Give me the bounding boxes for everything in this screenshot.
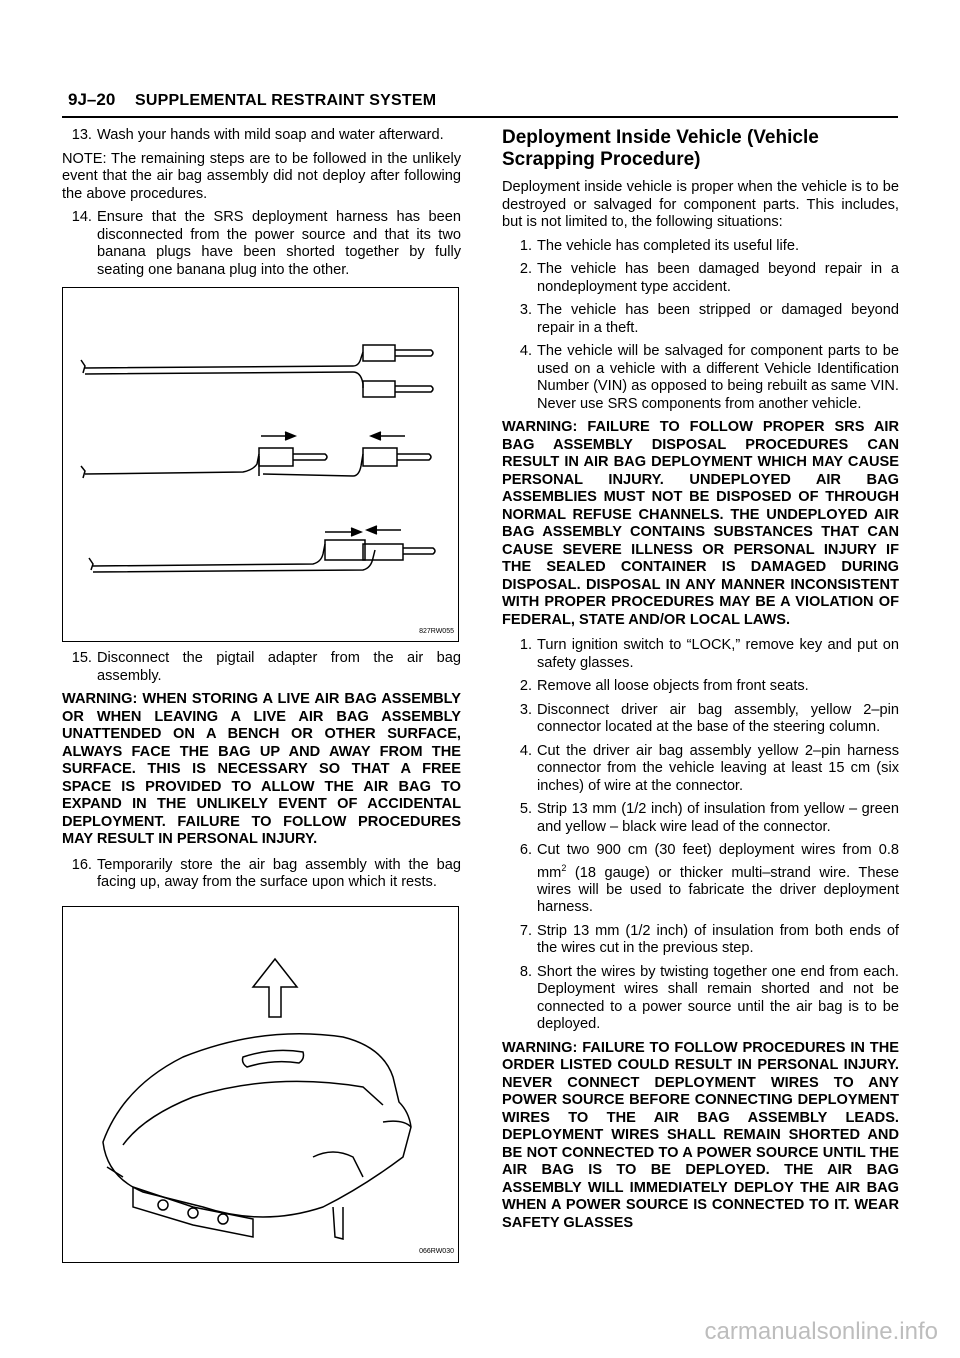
procedure-step: 7. Strip 13 mm (1/2 inch) of insulation from both ends of the wires cut in the previous step. [519,922,899,957]
procedure-step: 4. Cut the driver air bag assembly yellow 2–pin harness connector from the vehicle leaving at least 15 cm (six inches) of wire at the connector. [519,742,899,794]
banana-plug-diagram [63,288,458,641]
procedure-step: 1. Turn ignition switch to “LOCK,” remove key and put on safety glasses. [519,637,899,671]
page-number: 9J–20 [68,90,116,109]
figure-code: 827RW055 [419,627,454,635]
procedure-step: 3. Disconnect driver air bag assembly, yellow 2–pin connector located at the base of the steering column. [519,701,899,735]
storage-warning: WARNING: WHEN STORING A LIVE AIR BAG ASSEMBLY OR WHEN LEAVING A LIVE AIR BAG ASSEMBLY UNATTENDED ON A BENCH OR OTHER SURFACE, ALWAYS FACE THE BAG UP AND AWAY FROM THE SURFACE. THIS IS NECESSARY SO THAT A FREE SPACE IS PROVIDED TO ALLOW THE AIR BAG TO EXPAND IN THE UNLIKELY EVENT OF ACCIDENTAL DEPLOYMENT. FAILURE TO FOLLOW PROCEDURES MAY RESULT IN PERSONAL INJURY. [62,691,461,847]
left-column [62,127,461,1271]
situation-item: 1. The vehicle has completed its useful life. [519,237,800,254]
banana-plug-figure [62,287,459,642]
deployment-warning: WARNING: FAILURE TO FOLLOW PROCEDURES IN THE ORDER LISTED COULD RESULT IN PERSONAL INJURY. NEVER CONNECT DEPLOYMENT WIRES TO ANY POWER SOURCE BEFORE CONNECTING DEPLOYMENT WIRES TO THE AIR BAG ASSEMBLY LEADS. DEPLOYMENT WIRES SHALL REMAIN SHORTED AND BE NOT CONNECTED TO A POWER SOURCE UNTIL THE AIR BAG IS TO BE DEPLOYED. THE AIR BAG ASSEMBLY WILL IMMEDIATELY DEPLOY THE AIR BAG WHEN A POWER SOURCE IS CONNECTED TO IT. WEAR SAFETY GLASSES [502,1039,899,1231]
section-title: SUPPLEMENTAL RESTRAINT SYSTEM [135,92,437,109]
intro-paragraph: Deployment inside vehicle is proper when the vehicle is to be destroyed or salvaged for component parts. This includes, but is not limited to, the following situations: [502,179,899,230]
figure-code-2: 066RW030 [419,1248,454,1255]
air-bag-figure [62,906,459,1263]
procedure-step: 2. Remove all loose objects from front seats. [519,678,809,694]
section-heading: Deployment Inside Vehicle (Vehicle Scrapping Procedure) [502,127,819,170]
step-16: 16. Temporarily store the air bag assembly with the bag facing up, away from the surface upon which it rests. [71,856,461,890]
right-column [502,127,899,1240]
air-bag-diagram [63,907,458,1262]
procedure-step-6: 6. Cut two 900 cm (30 feet) deployment wires from 0.8 $mm^2$ (18 gauge) or thicker multi–strand wire. These wires will be used to fabricate the driver deployment harness. [519,842,899,916]
watermark: carmanualsonline.info [704,1318,938,1345]
procedure-step: 8. Short the wires by twisting together one end from each. Deployment wires shall remain shorted and not be connected to a power source until the air bag is to be deployed. [519,963,899,1033]
procedure-step: 5. Strip 13 mm (1/2 inch) of insulation from yellow – green and yellow – black wire lead of the connector. [519,801,899,835]
situation-item: 2. The vehicle has been damaged beyond repair in a nondeployment type accident. [519,261,899,295]
disposal-warning: WARNING: FAILURE TO FOLLOW PROPER SRS AIR BAG ASSEMBLY DISPOSAL PROCEDURES CAN RESULT IN AIR BAG DEPLOYMENT WHICH MAY CAUSE PERSONAL INJURY. UNDEPLOYED AIR BAG ASSEMBLIES MUST NOT BE DISPOSED OF THROUGH NORMAL REFUSE CHANNELS. THE UNDEPLOYED AIR BAG ASSEMBLY CONTAINS SUBSTANCES THAT CAN CAUSE SEVERE ILLNESS OR PERSONAL INJURY IF THE SEALED CONTAINER IS DAMAGED DURING DISPOSAL. DISPOSAL IN ANY MANNER INCONSISTENT WITH PROPER PROCEDURES MAY BE A VIOLATION OF FEDERAL, STATE AND/OR LOCAL LAWS. [502,419,899,628]
step-13: 13. Wash your hands with mild soap and water afterward. [71,127,444,143]
note: NOTE: The remaining steps are to be followed in the unlikely event that the air bag assembly did not deploy after following the above procedures. [62,150,461,202]
situation-item: 3. The vehicle has been stripped or damaged beyond repair in a theft. [519,302,899,336]
step-15: 15. Disconnect the pigtail adapter from the air bag assembly. [71,650,461,684]
situation-item: 4. The vehicle will be salvaged for component parts to be used on a vehicle with a different Vehicle Identification Number (VIN) as opposed to being rebuilt as same VIN. Never use SRS components from another vehicle. [519,343,899,412]
step-14: 14. Ensure that the SRS deployment harness has been disconnected from the power source and that its two banana plugs have been shorted together by fully seating one banana plug into the other. [71,209,461,278]
header-rule [62,116,898,118]
